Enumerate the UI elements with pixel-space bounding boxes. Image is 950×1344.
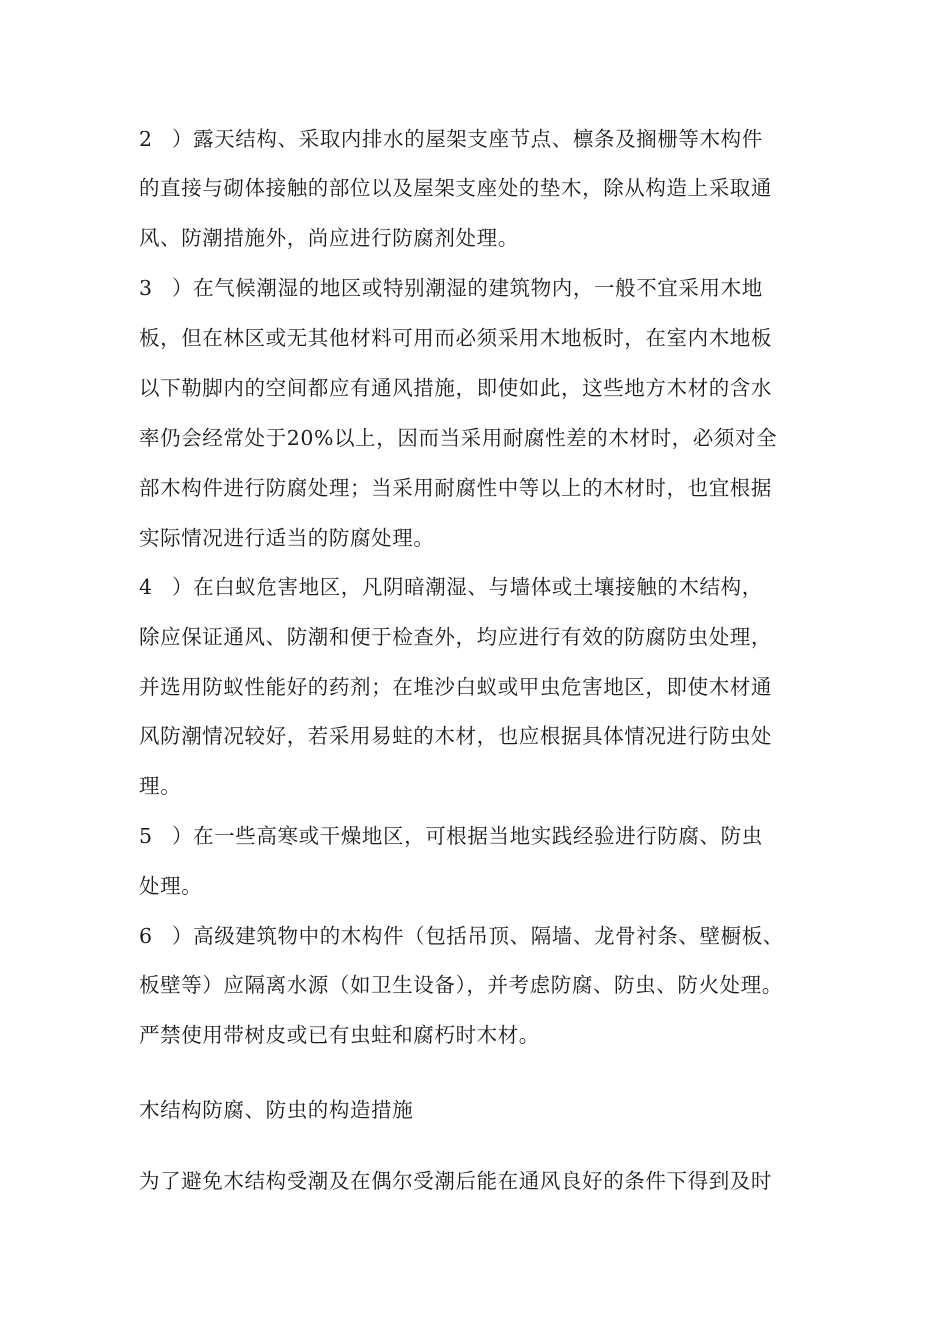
item-3-line-1: 3 ）在气候潮湿的地区或特别潮湿的建筑物内，一般不宜采用木地 bbox=[139, 276, 763, 300]
item-5-line-2: 处理。 bbox=[139, 874, 203, 898]
item-2-number: 2 bbox=[139, 127, 153, 151]
item-2-line-2: 的直接与砌体接触的部位以及屋架支座处的垫木，除从构造上采取通 bbox=[139, 176, 772, 200]
item-3-line-3: 以下勒脚内的空间都应有通风措施，即使如此，这些地方木材的含水 bbox=[139, 376, 772, 400]
item-6-line-3: 严禁使用带树皮或已有虫蛀和腐朽时木材。 bbox=[139, 1023, 540, 1047]
item-5-line-1: 5 ）在一些高寒或干燥地区，可根据当地实践经验进行防腐、防虫 bbox=[139, 824, 763, 848]
item-4-number: 4 bbox=[139, 575, 153, 599]
item-6-line-2: 板壁等）应隔离水源（如卫生设备），并考虑防腐、防虫、防火处理。 bbox=[139, 973, 783, 997]
section-heading: 木结构防腐、防虫的构造措施 bbox=[139, 1098, 414, 1122]
item-4-line-2: 除应保证通风、防潮和便于检查外，均应进行有效的防腐防虫处理， bbox=[139, 625, 772, 649]
item-3-number: 3 bbox=[139, 276, 153, 300]
intro-paragraph-line-1: 为了避免木结构受潮及在偶尔受潮后能在通风良好的条件下得到及时 bbox=[139, 1169, 772, 1193]
item-2-line-3: 风、防潮措施外，尚应进行防腐剂处理。 bbox=[139, 226, 519, 250]
item-3-line-4: 率仍会经常处于20%以上，因而当采用耐腐性差的木材时，必须对全 bbox=[139, 426, 778, 450]
item-6-number: 6 bbox=[139, 924, 153, 948]
item-3-line-5: 部木构件进行防腐处理；当采用耐腐性中等以上的木材时，也宜根据 bbox=[139, 476, 772, 500]
item-2-line-1: 2 ）露天结构、采取内排水的屋架支座节点、檩条及搁栅等木构件 bbox=[139, 127, 763, 151]
item-3-line-2: 板，但在林区或无其他材料可用而必须采用木地板时，在室内木地板 bbox=[139, 326, 772, 350]
item-3-line-6: 实际情况进行适当的防腐处理。 bbox=[139, 526, 435, 550]
item-4-line-4: 风防潮情况较好，若采用易蛀的木材，也应根据具体情况进行防虫处 bbox=[139, 724, 772, 748]
item-5-number: 5 bbox=[139, 824, 153, 848]
item-4-line-1: 4 ）在白蚁危害地区，凡阴暗潮湿、与墙体或土壤接触的木结构， bbox=[139, 575, 763, 599]
item-4-line-5: 理。 bbox=[139, 774, 182, 798]
item-4-line-3: 并选用防蚁性能好的药剂；在堆沙白蚁或甲虫危害地区，即使木材通 bbox=[139, 675, 772, 699]
item-6-line-1: 6 ）高级建筑物中的木构件（包括吊顶、隔墙、龙骨衬条、壁橱板、 bbox=[139, 924, 784, 948]
